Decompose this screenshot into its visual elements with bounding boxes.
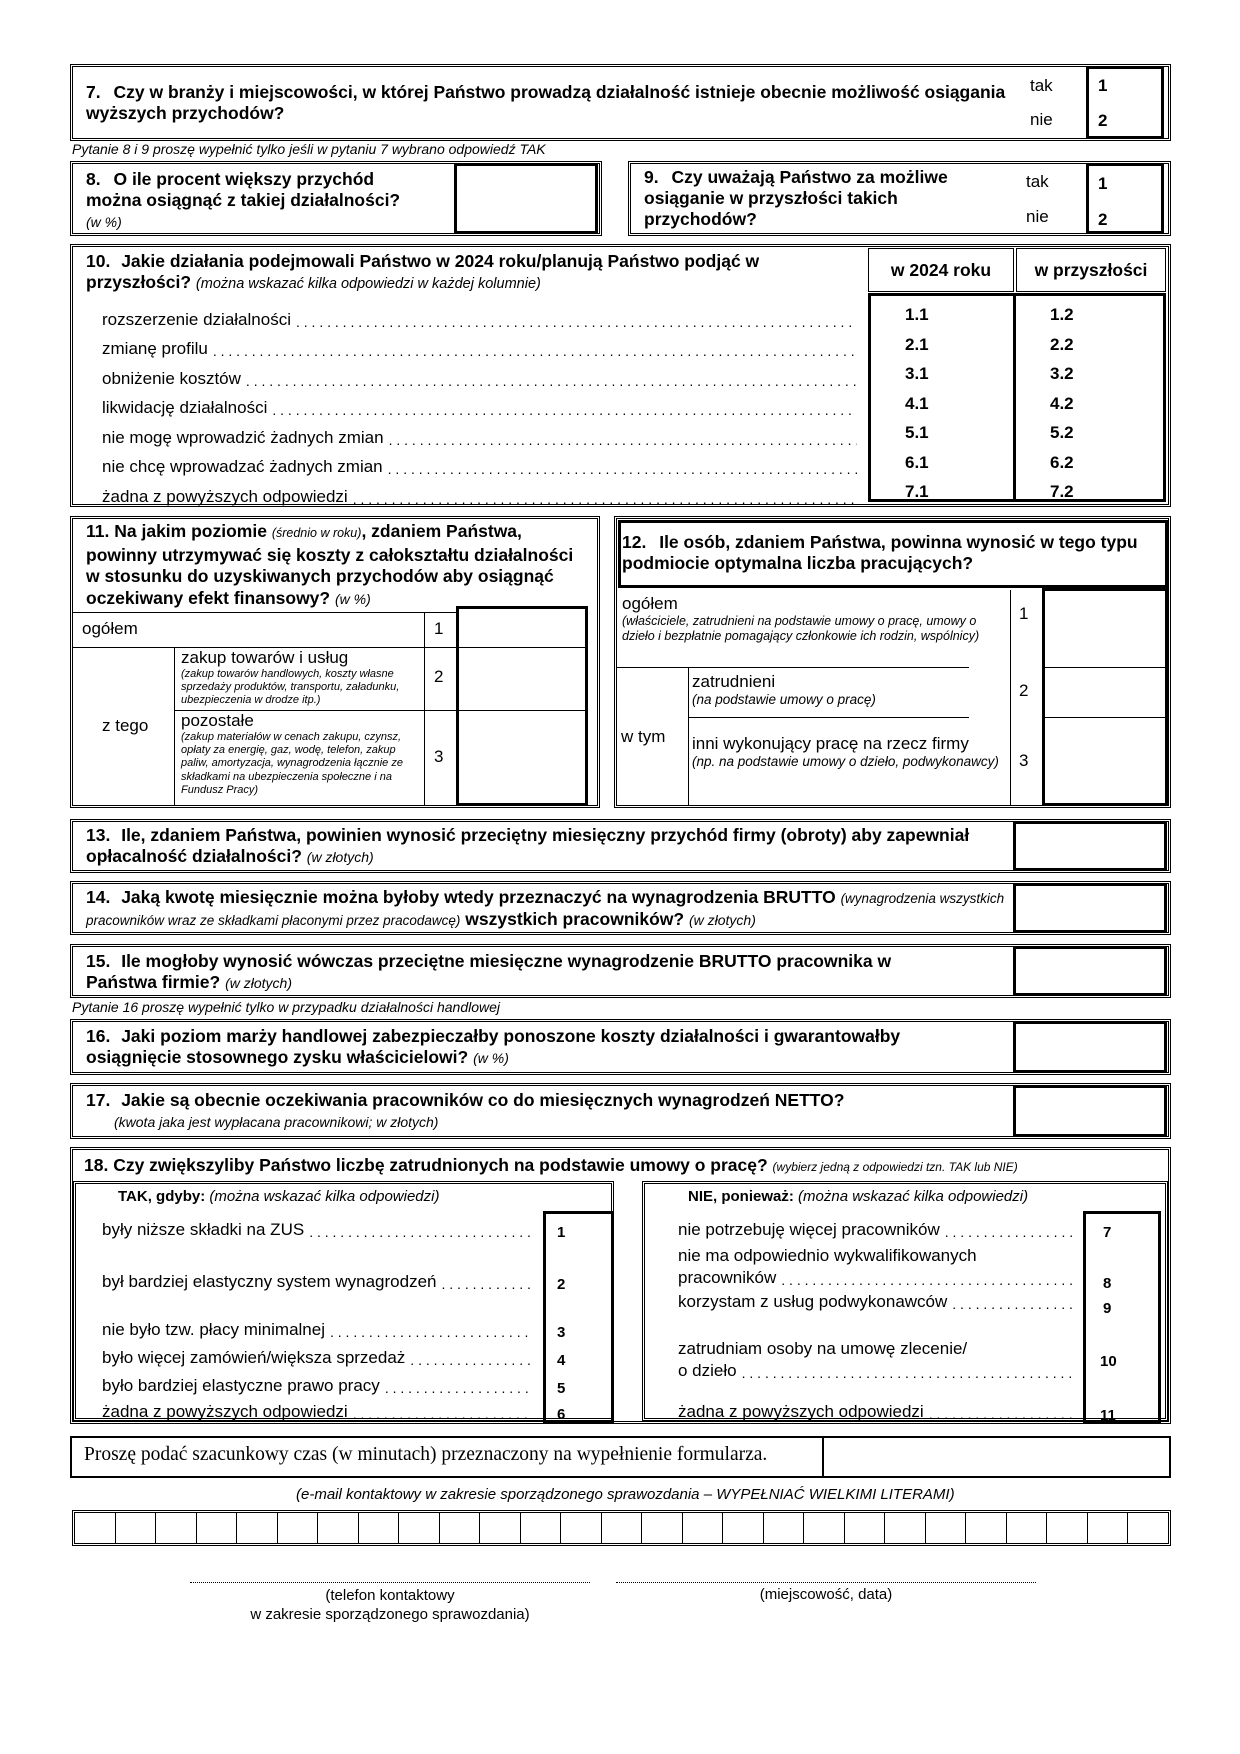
q10-code[interactable]: 3.1 [905,364,929,383]
q13-unit: (w złotych) [306,849,374,865]
q18-yes-code: 5 [557,1380,566,1397]
q18-yes-answer-column[interactable] [543,1211,614,1424]
q11-row-total-code: 1 [434,619,444,638]
q7-text: Czy w branży i miejscowości, w której Państwo prowadzą działalność istnieje obecnie możliwość osiągania wyższych przychodów? [86,82,1006,123]
q15-text: Ile mogłoby wynosić wówczas przeciętne miesięczne wynagrodzenie BRUTTO pracownika w Państwa firmie? [86,951,892,992]
q16-number: 16. [86,1026,111,1046]
email-char-cell[interactable] [925,1513,966,1543]
q9-option-yes-label: tak [1026,172,1049,191]
q11-of-which: z tego [102,716,149,735]
q10-code[interactable]: 7.1 [905,482,929,501]
q7-option-yes-code: 1 [1098,76,1108,95]
q18-no-item: żadna z powyższych odpowiedzi . . . [678,1400,1073,1422]
q14-unit: (w złotych) [688,912,756,928]
email-char-cell[interactable] [884,1513,925,1543]
q18-yes-code: 3 [557,1324,566,1341]
q14-question [86,887,1006,931]
q8-text: O ile procent większy przychód można osiągnąć z takiej działalności? [86,169,401,210]
q14-text-a: Jaką kwotę miesięcznie można byłoby wtedy przeznaczyć na wynagrodzenia BRUTTO [121,887,836,907]
q11-row2 [181,648,417,707]
phone-caption-line2: w zakresie sporządzonego sprawozdania) [250,1606,530,1623]
q10-row: nie mogę wprowadzić żadnych zmian . . . [102,418,857,448]
q18-no-item: nie potrzebuję więcej pracowników . . . [678,1218,1073,1240]
q10-code[interactable]: 5.2 [1050,423,1074,442]
q18-no-code: 11 [1100,1407,1116,1424]
email-char-cell[interactable] [682,1513,723,1543]
email-char-cell[interactable] [439,1513,480,1543]
q15-number: 15. [86,951,111,971]
q7-option-no-label: nie [1030,110,1053,129]
q11-row2-hint: (zakup towarów handlowych, koszty własne sprzedaży produktów, transportu, załadunku, ubezpieczenia w drodze itp.) [181,668,400,706]
note-questions-8-9: Pytanie 8 i 9 proszę wypełnić tylko jeśli w pytaniu 7 wybrano odpowiedź TAK [72,141,546,157]
q18-yes-item: było więcej zamówień/większa sprzedaż . . . [102,1346,532,1368]
q18-yes-title: TAK, gdyby: [118,1188,206,1205]
email-char-cell[interactable] [1006,1513,1047,1543]
q12-row3 [692,734,1010,770]
q13-answer-box[interactable] [1013,821,1167,871]
q17-question [86,1090,986,1133]
q8-unit: (w %) [86,214,122,230]
q18-no-code: 7 [1103,1224,1112,1241]
email-char-cell[interactable] [803,1513,844,1543]
email-char-cell[interactable] [1087,1513,1128,1543]
q11-row3-label: pozostałe [181,711,254,730]
email-char-cell[interactable] [844,1513,885,1543]
q9-text: Czy uważają Państwo za możliwe osiąganie w przyszłości takich przychodów? [644,167,948,229]
q10-code[interactable]: 2.1 [905,334,929,354]
q10-row: żadna z powyższych odpowiedzi . . . [102,477,857,507]
q12-answer-column[interactable] [1042,588,1168,806]
q12-in-which: w tym [621,727,666,746]
q12-text: Ile osób, zdaniem Państwa, powinna wynosić w tego typu podmiocie optymalna liczba pracujących? [622,532,1138,573]
email-caption: (e-mail kontaktowy w zakresie sporządzonego sprawozdania – WYPEŁNIAĆ WIELKIMI LITERAMI) [296,1486,955,1503]
q8-number: 8. [86,169,101,189]
q18-text: Czy zwiększyliby Państwo liczbę zatrudnionych na podstawie umowy o pracę? [113,1155,768,1175]
q10-row: obniżenie kosztów . . . [102,359,857,389]
q12-row-total-code: 1 [1019,604,1029,623]
q12-row3-code: 3 [1019,751,1029,770]
q18-no-answer-column[interactable] [1083,1211,1161,1424]
q18-yes-code: 2 [557,1276,566,1293]
q13-text: Ile, zdaniem Państwa, powinien wynosić przeciętny miesięczny przychód firmy (obroty) aby zapewniał opłacalność działalności? [86,825,970,866]
q18-no-code: 10 [1100,1353,1117,1370]
email-char-cell[interactable] [358,1513,399,1543]
q14-answer-box[interactable] [1013,883,1167,933]
time-question: Proszę podać szacunkowy czas (w minutach) przeznaczony na wypełnienie formularza. [84,1444,768,1465]
q18-yes-item: nie było tzw. płacy minimalnej . . . [102,1318,532,1340]
email-char-cell[interactable] [1046,1513,1087,1543]
q11-row-total: ogółem [82,619,138,638]
q10-code[interactable]: 1.2 [1050,305,1074,324]
note-question-16: Pytanie 16 proszę wypełnić tylko w przypadku działalności handlowej [72,999,501,1015]
email-char-cell[interactable] [196,1513,237,1543]
q10-code[interactable]: 4.1 [905,393,929,413]
q7-number: 7. [86,82,101,102]
email-char-cell[interactable] [641,1513,682,1543]
q12-row-total-label: ogółem [622,594,678,613]
place-date-signature-line[interactable] [616,1582,1036,1583]
q12-row2-label: zatrudnieni [692,672,776,691]
q11-question [86,521,586,610]
q9-option-yes-code: 1 [1098,174,1108,193]
q10-code[interactable]: 6.1 [905,452,929,472]
q10-header-future [1016,248,1166,292]
q10-code[interactable]: 3.2 [1050,364,1074,383]
q12-row2 [692,672,1002,708]
q18-no-hint: (można wskazać kilka odpowiedzi) [798,1188,1029,1205]
email-char-cell[interactable] [763,1513,804,1543]
q18-no-header [688,1188,1028,1205]
email-char-cell[interactable] [479,1513,520,1543]
q10-rows [102,300,857,507]
q10-hint: (można wskazać kilka odpowiedzi w każdej kolumnie) [195,276,541,292]
q18-yes-hint: (można wskazać kilka odpowiedzi) [209,1188,440,1205]
q13-number: 13. [86,825,111,845]
q11-number: 11. [86,521,110,541]
q11-unit: (w %) [334,590,371,607]
q10-number: 10. [86,251,111,271]
email-char-cell[interactable] [398,1513,439,1543]
q10-row: zmianę profilu . . . [102,330,857,360]
q16-answer-box[interactable] [1013,1021,1167,1073]
q8-question [86,169,416,233]
q18-number: 18. [84,1155,109,1175]
q11-row3-code: 3 [434,747,444,766]
q10-code[interactable]: 6.2 [1050,452,1074,472]
q18-no-item: o dzieło . . . [678,1359,1073,1381]
q18-no-title: NIE, ponieważ: [688,1188,794,1205]
q17-text: Jakie są obecnie oczekiwania pracowników co do miesięcznych wynagrodzeń NETTO? [121,1090,845,1110]
q15-answer-box[interactable] [1013,946,1167,996]
q11-row3-hint: (zakup materiałów w cenach zakupu, czynsz, opłaty za energię, gaz, wodę, telefon, zakup paliw, amortyzacja, wynagrodzenia łącznie ze składkami na ubezpieczenia społeczne i na Fundusz Pracy) [181,731,403,796]
q7-option-yes-label: tak [1030,76,1053,95]
q9-question [644,167,1004,230]
q9-option-no-code: 2 [1098,210,1108,229]
q16-unit: (w %) [473,1050,509,1066]
q14-text-b: wszystkich pracowników? [465,909,685,929]
q18-yes-item: były niższe składki na ZUS . . . [102,1218,532,1240]
q10-code[interactable]: 1.1 [905,305,929,324]
email-char-cell[interactable] [236,1513,277,1543]
q18-no-item: pracowników . . . [678,1266,1073,1288]
q8-answer-box[interactable] [454,163,598,234]
q11-text-b: , zdaniem Państwa, powinny utrzymywać się koszty z całokształtu działalności w stosunku do uzyskiwanych przychodów aby osiągnąć oczekiwany efekt finansowy? [86,521,574,608]
phone-signature-line[interactable] [190,1582,590,1583]
q17-answer-box[interactable] [1013,1085,1167,1137]
q10-code[interactable]: 4.2 [1050,393,1074,413]
q18-hint: (wybierz jedną z odpowiedzi tzn. TAK lub NIE) [772,1160,1018,1174]
q11-hint: (średnio w roku) [271,526,362,540]
q11-row2-code: 2 [434,667,444,686]
email-char-cell[interactable] [601,1513,642,1543]
q10-row: likwidację działalności . . . [102,389,857,419]
q14-number: 14. [86,887,111,907]
q12-row3-hint: (np. na podstawie umowy o dzieło, podwykonawcy) [692,754,999,769]
email-char-cell[interactable] [520,1513,561,1543]
q17-number: 17. [86,1090,111,1110]
q18-yes-code: 6 [557,1406,566,1423]
q9-option-no-label: nie [1026,207,1049,226]
q11-answer-column[interactable] [456,606,588,806]
email-char-cell[interactable] [560,1513,601,1543]
place-date-caption: (miejscowość, data) [759,1586,893,1603]
q18-yes-code: 1 [557,1224,566,1241]
q10-text: Jakie działania podejmowali Państwo w 2024 roku/planują Państwo podjąć w przyszłości? [86,251,760,292]
q18-yes-header [118,1188,439,1205]
q9-number: 9. [644,167,659,187]
q10-row: nie chcę wprowadzać żadnych zmian . . . [102,448,857,478]
q12-number: 12. [622,532,647,552]
q16-question [86,1026,986,1069]
q18-yes-code: 4 [557,1352,566,1369]
q18-no-item-top: zatrudniam osoby na umowę zlecenie/ [678,1339,968,1358]
email-char-cell[interactable] [115,1513,156,1543]
q10-row: rozszerzenie działalności . . . [102,300,857,330]
email-char-cell[interactable] [277,1513,318,1543]
q10-col1-label: w 2024 roku [890,259,992,280]
email-char-cell[interactable] [722,1513,763,1543]
q10-question [86,251,806,295]
q12-question [622,532,1162,574]
q18-no-item: korzystam z usług podwykonawców . . . [678,1290,1073,1312]
q10-codes-2024 [905,305,929,512]
email-field[interactable] [72,1510,1171,1546]
q18-yes-item: było bardziej elastyczne prawo pracy . . . [102,1374,532,1396]
q7-option-no-code: 2 [1098,111,1108,130]
q18-no-item-top: nie ma odpowiednio wykwalifikowanych [678,1246,977,1265]
q11-row3 [181,711,417,797]
q18-question [84,1155,1164,1178]
q13-question [86,825,986,868]
q12-row2-code: 2 [1019,681,1029,700]
q10-codes-future [1050,305,1074,512]
q10-header-2024 [868,248,1014,292]
q18-yes-item: był bardziej elastyczny system wynagrodzeń . . . [102,1270,532,1292]
q12-row2-hint: (na podstawie umowy o pracę) [692,692,876,707]
q18-no-code: 8 [1103,1275,1112,1292]
q10-code[interactable]: 5.1 [905,423,929,442]
q18-no-code: 9 [1103,1300,1112,1317]
email-char-cell[interactable] [965,1513,1006,1543]
q7-question [86,82,1006,124]
phone-caption [190,1586,590,1624]
q12-row3-label: inni wykonujący pracę na rzecz firmy [692,734,969,753]
email-char-cell[interactable] [1127,1513,1168,1543]
q12-row-total [622,594,1002,644]
phone-caption-line1: (telefon kontaktowy [325,1587,455,1604]
email-char-cell[interactable] [317,1513,358,1543]
time-answer-box[interactable] [822,1436,1171,1478]
q14-hint: (wynagrodzenia wszystkich pracowników wraz ze składkami płaconymi przez pracodawcę) [86,891,1005,928]
q10-code[interactable]: 7.2 [1050,482,1074,501]
q11-text-a: Na jakim poziomie [114,521,267,541]
q16-text: Jaki poziom marży handlowej zabezpieczałby ponoszone koszty działalności i gwarantowałby osiągnięcie stosownego zysku właścicielowi? [86,1026,901,1067]
email-char-cell[interactable] [155,1513,196,1543]
q15-question [86,951,926,994]
q17-hint: (kwota jaka jest wypłacana pracownikowi; w złotych) [114,1114,439,1130]
q15-unit: (w złotych) [225,975,292,991]
q18-yes-item: żadna z powyższych odpowiedzi . . . [102,1400,532,1422]
q11-row2-label: zakup towarów i usług [181,648,349,667]
q10-code[interactable]: 2.2 [1050,334,1074,354]
q12-row-total-hint: (właściciele, zatrudnieni na podstawie umowy o pracę, umowy o dzieło i bezpłatnie pomagający członkowie ich rodzin, wspólnicy) [622,614,980,643]
q10-col2-label: w przyszłości [1034,259,1148,280]
email-char-cell[interactable] [75,1513,115,1543]
